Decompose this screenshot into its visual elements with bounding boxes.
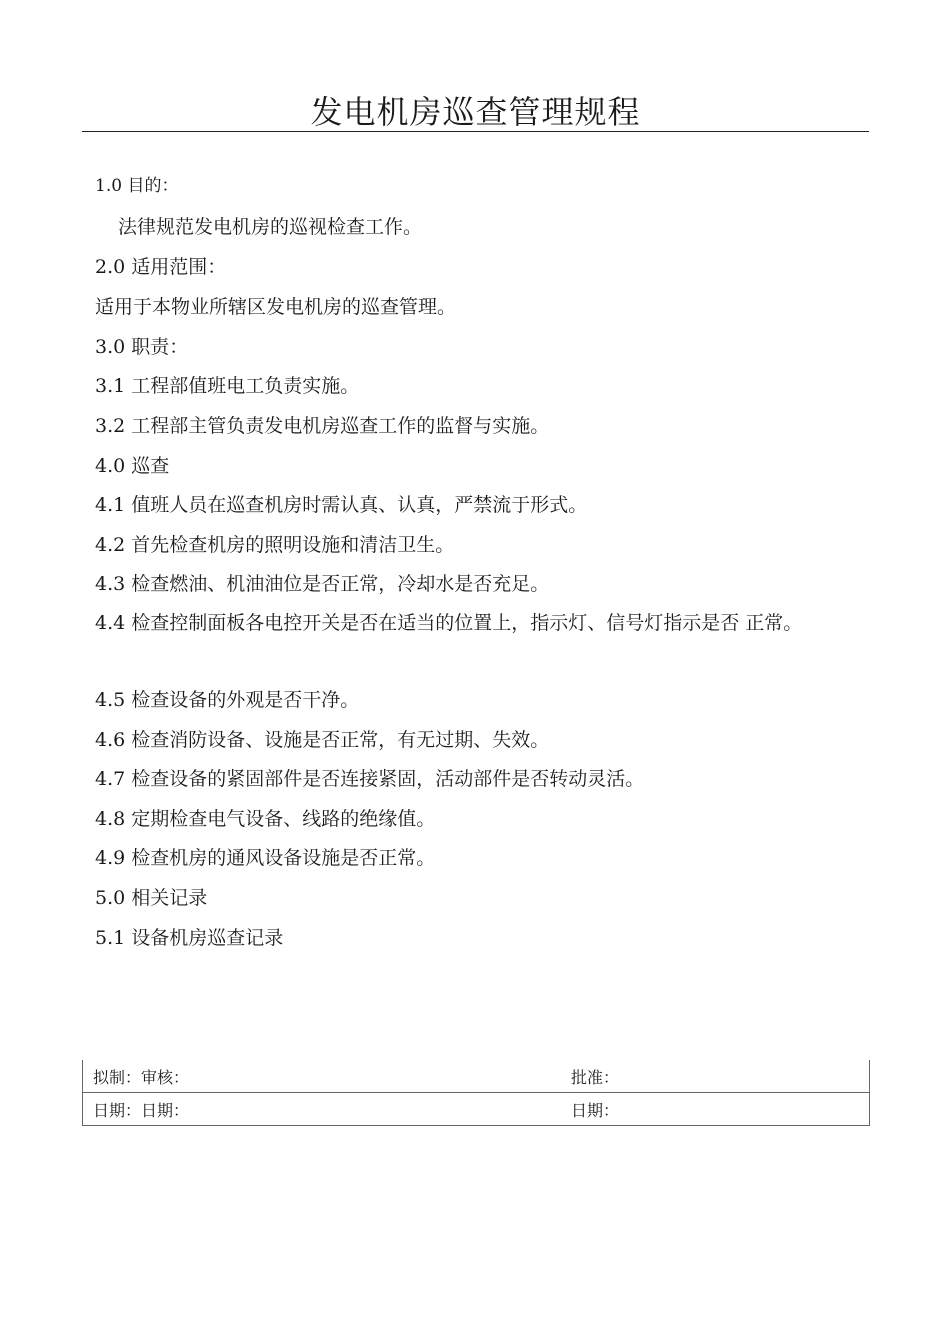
signature-table bbox=[82, 1060, 870, 1126]
drafter-reviewer-label: 拟制：审核： bbox=[93, 1068, 190, 1087]
section-3-1: 3.1 工程部值班电工负责实施。 bbox=[95, 375, 360, 397]
section-4-4: 4.4 检查控制面板各电控开关是否在适当的位置上，指示灯、信号灯指示是否 正常。 bbox=[95, 612, 803, 634]
date-label-right: 日期： bbox=[571, 1101, 620, 1120]
section-5-1: 5.1 设备机房巡查记录 bbox=[95, 927, 284, 949]
section-1-text: 法律规范发电机房的巡视检查工作。 bbox=[118, 216, 423, 238]
date-labels-left: 日期：日期： bbox=[93, 1101, 190, 1120]
section-4-9: 4.9 检查机房的通风设备设施是否正常。 bbox=[95, 847, 436, 869]
section-3-heading: 3.0 职责： bbox=[95, 336, 189, 358]
section-2-heading: 2.0 适用范围： bbox=[95, 256, 227, 278]
section-5-heading: 5.0 相关记录 bbox=[95, 887, 208, 909]
title-underline bbox=[82, 131, 869, 132]
signature-row-approval bbox=[83, 1060, 869, 1092]
section-3-2: 3.2 工程部主管负责发电机房巡查工作的监督与实施。 bbox=[95, 415, 550, 437]
section-2-text: 适用于本物业所辖区发电机房的巡查管理。 bbox=[95, 296, 457, 318]
section-4-7: 4.7 检查设备的紧固部件是否连接紧固，活动部件是否转动灵活。 bbox=[95, 768, 645, 790]
section-4-1: 4.1 值班人员在巡查机房时需认真、认真，严禁流于形式。 bbox=[95, 494, 588, 516]
section-4-heading: 4.0 巡查 bbox=[95, 455, 170, 477]
section-4-8: 4.8 定期检查电气设备、线路的绝缘值。 bbox=[95, 808, 436, 830]
section-4-5: 4.5 检查设备的外观是否干净。 bbox=[95, 689, 360, 711]
document-title: 发电机房巡查管理规程 bbox=[310, 93, 641, 131]
section-4-3: 4.3 检查燃油、机油油位是否正常，冷却水是否充足。 bbox=[95, 573, 550, 595]
signature-row-date bbox=[83, 1092, 869, 1125]
section-4-6: 4.6 检查消防设备、设施是否正常，有无过期、失效。 bbox=[95, 729, 550, 751]
section-1-heading: 1.0 目的： bbox=[95, 176, 179, 196]
approver-label: 批准： bbox=[571, 1068, 620, 1087]
section-4-2: 4.2 首先检查机房的照明设施和清洁卫生。 bbox=[95, 534, 455, 556]
